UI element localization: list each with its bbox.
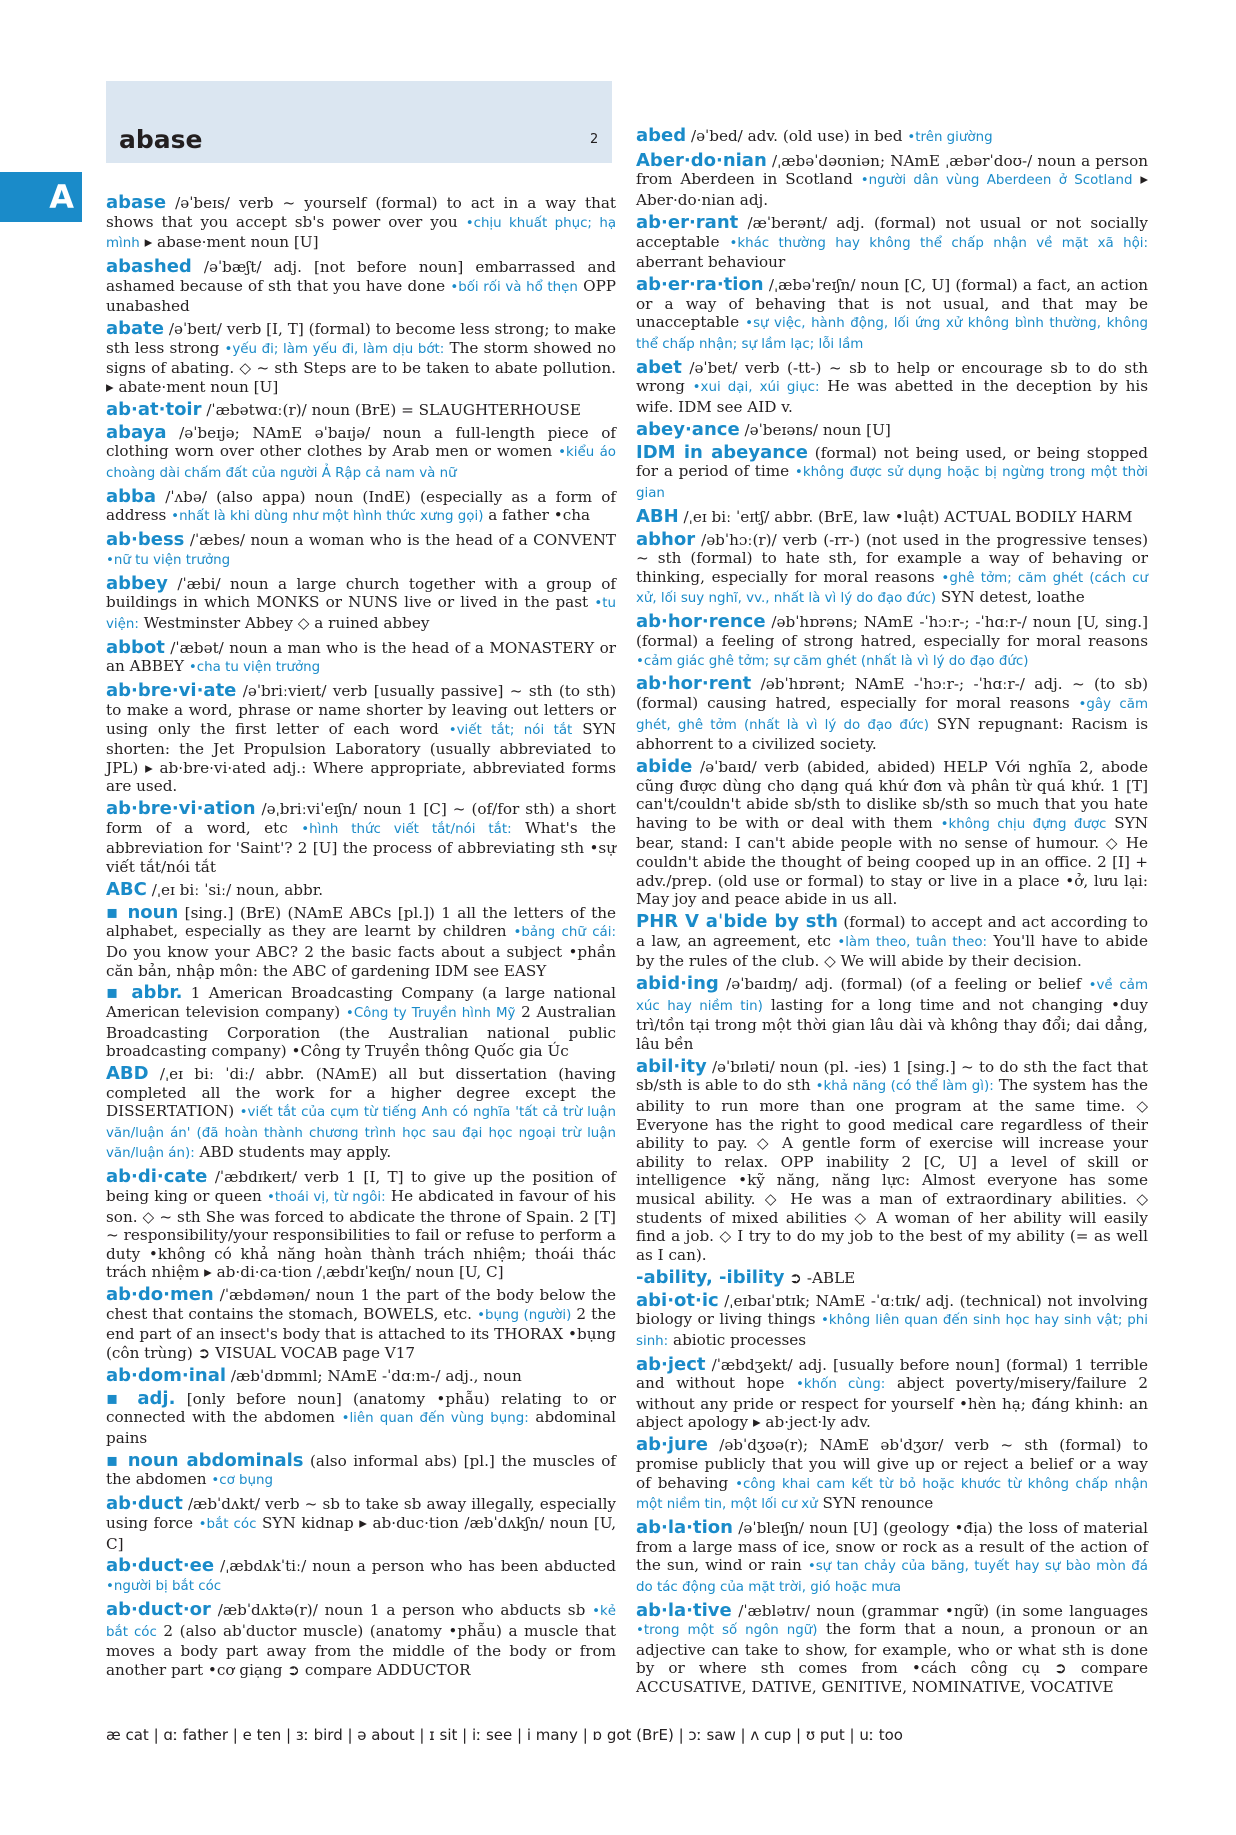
entry-continuation: SYN kidnap ▸ ab·duc·tion /æbˈdʌkʃn/ noun [U, C]: [106, 1513, 617, 1553]
entry-headword: PHR V aˈbide by sth: [636, 911, 838, 933]
entry-headword: ab·bre·vi·ation: [106, 798, 256, 820]
entry-headword: ab·duct: [106, 1493, 183, 1515]
entry-continuation: Westminster Abbey ◇ a ruined abbey: [143, 613, 430, 632]
entry-definition: /ˌæbəˈdəʊniən; NAmE ˌæbərˈdoʊ-/ noun a person from Aberdeen in Scotland: [636, 151, 1148, 189]
entry-headword: ab·jure: [636, 1434, 708, 1456]
entry-headword: abba: [106, 485, 157, 507]
entry-definition: /ˈæbes/ noun a woman who is the head of a CONVENT: [189, 531, 617, 550]
dictionary-entry: [106, 984, 616, 1060]
dictionary-entry: [636, 505, 1148, 527]
entry-definition: /əˈbæʃt/ adj. [not before noun] embarrassed and ashamed because of sth that you have done: [106, 258, 617, 295]
entry-continuation: SYN shorten: the Jet Propulsion Laboratory (usually abbreviated to JPL) ▸ ab·bre·vi·ated adj.: Where appropriate, abbreviated forms are used.: [106, 719, 616, 796]
entry-headword: abate: [106, 318, 164, 340]
entry-definition: ➲ -ABLE: [789, 1268, 856, 1287]
dictionary-entry: [636, 528, 1148, 609]
left-column: [106, 194, 616, 1684]
entry-definition: /ˌæbəˈreɪʃn/ noun [C, U] (formal) a fact, an action or a way of behaving that is not usual, and that may be unacceptable: [636, 276, 1149, 332]
entry-headword: ab·duct·or: [106, 1598, 211, 1620]
entry-headword: ab·bre·vi·ate: [106, 680, 237, 702]
entry-definition: /ˈæbi/ noun a large church together with a group of buildings in which MONKS or NUNS live or lived in the past: [106, 574, 617, 612]
entry-headword: abet: [636, 356, 682, 378]
entry-definition: /æbˈdʌktə(r)/ noun 1 a person who abducts sb: [217, 1600, 586, 1619]
entry-headword: abhor: [636, 528, 696, 550]
dictionary-entry: [106, 1168, 616, 1282]
entry-continuation: OPP unabashed: [106, 276, 617, 316]
entry-headword: ▪ adj.: [106, 1387, 176, 1409]
entry-continuation: 2 (also abˈductor muscle) (anatomy •phẫu) a muscle that moves a body part away from the middle of the body or from another part •cơ giạng ➲ compare ADDUCTOR: [106, 1621, 616, 1679]
entry-translation: •viết tắt của cụm từ tiếng Anh có nghĩa 'tất cả trừ luận văn/luận án' (đã hoàn thành chương trình học sau đại học ngoại trừ luận văn/luận án):: [106, 1105, 616, 1162]
entry-translation: •yếu đi; làm yếu đi, làm dịu bớt:: [224, 341, 445, 357]
entry-continuation: a father •cha: [488, 506, 591, 525]
entry-continuation: abdominal pains: [106, 1408, 616, 1447]
entry-definition: /əˈbɪləti/ noun (pl. -ies) 1 [sing.] ~ to do sth the fact that sb/sth is able to do sth: [636, 1057, 1148, 1095]
entry-continuation: The storm showed no signs of abating. ◇ ~ sth Steps are to be taken to abate pollution. ▸ abate·ment noun [U]: [106, 338, 616, 396]
entry-headword: -ability, -ibility: [636, 1266, 785, 1288]
dictionary-entry: [106, 1364, 616, 1386]
entry-translation: •sự việc, hành động, lối ứng xử không bình thường, không thể chấp nhận; sự lầm lạc; lỗi lầm: [636, 316, 1149, 352]
entry-continuation: ▸ Aber·do·nian adj.: [636, 170, 1149, 210]
dictionary-entry: [106, 901, 616, 980]
dictionary-entry: [636, 1055, 1148, 1265]
dictionary-entry: [636, 913, 1148, 971]
entry-translation: •kiểu áo choàng dài chấm đất của người Ả Rập cả nam và nữ: [106, 445, 616, 481]
entry-definition: /əˈbriːvieɪt/ verb [usually passive] ~ sth (to sth) to make a word, phrase or name shorter by leaving out letters or using only the first letter of each word: [106, 682, 617, 738]
entry-translation: •hình thức viết tắt/nói tắt:: [301, 821, 512, 837]
entry-definition: /əˈbeɪt/ verb [I, T] (formal) to become less strong; to make sth less strong: [106, 320, 617, 357]
entry-headword: abaya: [106, 421, 167, 443]
guide-word: abase: [119, 125, 203, 154]
dictionary-entry: [106, 258, 616, 316]
dictionary-entry: [106, 398, 616, 420]
dictionary-entry: [106, 421, 616, 484]
entry-definition: /əˈbaɪd/ verb (abided, abided) HELP Với nghĩa 2, abode cũng được dùng cho dạng quá khứ đơn và phân từ quá khứ. 1 [T] can't/couldn't abide sb/sth to dislike sb/sth so much that you hate having to be with or deal with them: [636, 758, 1148, 832]
dictionary-entry: [106, 1449, 616, 1491]
entry-definition: (formal) to accept and act according to a law, an agreement, etc: [636, 913, 1148, 950]
dictionary-entry: [636, 441, 1149, 504]
dictionary-entry: [636, 211, 1149, 272]
entry-headword: abbey: [106, 572, 168, 594]
entry-definition: /æbˈdɒmɪnl; NAmE -ˈdɑːm-/ adj., noun: [230, 1366, 522, 1385]
dictionary-entry: [106, 1557, 616, 1596]
entry-definition: /ˌæbdʌkˈtiː/ noun a person who has been abducted: [220, 1557, 616, 1576]
entry-headword: abil·ity: [636, 1055, 707, 1077]
entry-definition: /əˈbaɪdɪŋ/ adj. (formal) (of a feeling or belief: [726, 975, 1082, 994]
entry-definition: /ˌeɪ biː ˈsiː/ noun, abbr.: [151, 880, 324, 899]
dictionary-entry: [636, 975, 1148, 1053]
dictionary-entry: [636, 1353, 1149, 1432]
entry-headword: abed: [636, 125, 687, 146]
entry-definition: /ˈæbətwɑː(r)/ noun (BrE) = SLAUGHTERHOUSE: [206, 400, 581, 419]
entry-headword: abashed: [106, 256, 192, 278]
entry-translation: •khác thường hay không thể chấp nhận về mặt xã hội:: [729, 235, 1148, 251]
dictionary-entry: [106, 572, 617, 635]
entry-definition: /əˈbeɪəns/ noun [U]: [744, 420, 891, 439]
entry-continuation: He abdicated in favour of his son. ◇ ~ sth She was forced to abdicate the throne of Spain. 2 [T] ~ responsibility/your responsibilities to fail or refuse to perform a duty •không có khả năng hoàn thành trách nhiệm; thoái thác trách nhiệm ▸ ab·di·ca·tion /ˌæbdɪˈkeɪʃn/ noun [U, C]: [106, 1186, 616, 1282]
entry-translation: •chịu khuất phục; hạ mình: [106, 215, 617, 252]
entry-headword: ▪ noun abdominals: [106, 1449, 304, 1471]
entry-continuation: He was abetted in the deception by his wife. IDM see AID v.: [636, 377, 1148, 416]
entry-continuation: SYN renounce: [822, 1494, 934, 1513]
entry-translation: •kẻ bắt cóc: [106, 1603, 616, 1640]
entry-continuation: You'll have to abide by the rules of the club. ◇ We will abide by their decision.: [636, 931, 1148, 971]
entry-headword: ab·at·toir: [106, 398, 202, 420]
entry-continuation: The system has the ability to run more than one program at the same time. ◇ Everyone has the right to good medical care regardless of their ability to pay. ◇ A gentle form of exercise will increase your ability to relax. OPP inability 2 [C, U] a level of skill or intelligence •kỹ năng, năng lực: Almost everyone has some musical ability. ◇ He was a man of extraordinary abilities. ◇ students of mixed abilities ◇ A woman of her ability will easily find a job. ◇ I try to do my job to the best of my ability (= as well as I can).: [636, 1076, 1148, 1264]
entry-continuation: abiotic processes: [673, 1330, 807, 1349]
entry-headword: ab·la·tion: [636, 1517, 733, 1539]
dictionary-entry: [636, 613, 1148, 671]
entry-definition: /əbˈhɔː(r)/ verb (-rr-) (not used in the progressive tenses) ~ sth (formal) to hate sth, for example a way of behaving or thinking, especially for moral reasons: [636, 530, 1148, 586]
entry-continuation: What's the abbreviation for 'Saint'? 2 [U] the process of abbreviating sth •sự viết tắt/nói tắt: [106, 818, 617, 876]
dictionary-entry: [106, 1598, 616, 1679]
entry-headword: ABD: [106, 1063, 149, 1085]
entry-headword: ABH: [636, 505, 679, 527]
entry-definition: /əˈbet/ verb (-tt-) ~ sb to help or encourage sb to do sth wrong: [636, 358, 1148, 396]
entry-definition: /əbˈhɒrənt; NAmE -ˈhɔːr-; -ˈhɑːr-/ adj. ~ (to sb) (formal) causing hatred, especially for moral reasons: [636, 675, 1149, 712]
entry-definition: 1 American Broadcasting Company (a large national American television company): [106, 984, 617, 1022]
entry-headword: ab·la·tive: [636, 1599, 732, 1621]
entry-translation: •không được sử dụng hoặc bị ngừng trong một thời gian: [636, 465, 1149, 501]
entry-headword: ab·do·men: [106, 1284, 214, 1306]
entry-continuation: SYN repugnant: Racism is abhorrent to a civilized society.: [636, 714, 1149, 754]
entry-translation: •cảm giác ghê tởm; sự căm ghét (nhất là vì lý do đạo đức): [636, 653, 1029, 669]
right-column: [636, 127, 1148, 1701]
entry-definition: /æbˈdʌkt/ verb ~ sb to take sb away illegally, especially using force: [106, 1495, 617, 1532]
entry-headword: abbot: [106, 636, 165, 658]
dictionary-entry: [106, 194, 616, 254]
dictionary-entry: [636, 1289, 1149, 1352]
entry-continuation: aberrant behaviour: [636, 253, 786, 272]
entry-definition: (formal) not being used, or being stopped for a period of time: [636, 443, 1148, 481]
entry-translation: •ghê tởm; căm ghét (cách cư xử, lối suy nghĩ, vv., nhất là vì lý do đạo đức): [636, 570, 1148, 607]
entry-headword: ▪ abbr.: [106, 982, 183, 1004]
entry-definition: /ˈʌbə/ (also appa) noun (IndE) (especially as a form of address: [106, 487, 616, 525]
entry-translation: •bụng (người): [477, 1307, 572, 1323]
entry-translation: •nữ tu viện trưởng: [106, 552, 231, 568]
dictionary-entry: [106, 878, 616, 900]
dictionary-entry: [106, 636, 617, 678]
entry-headword: ab·di·cate: [106, 1166, 208, 1188]
entry-translation: •về cảm xúc hay niềm tin): [636, 978, 1149, 1014]
entry-translation: •bối rối và hổ thẹn: [450, 279, 578, 295]
entry-definition: /æˈberənt/ adj. (formal) not usual or not socially acceptable: [636, 213, 1149, 251]
entry-continuation: ABD students may apply.: [199, 1143, 392, 1162]
entry-translation: •khả năng (có thể làm gì):: [815, 1079, 994, 1095]
entry-continuation: SYN bear, stand: I can't abide people with no sense of humour. ◇ He couldn't abide the thought of being cooped up in an office. 2 [I] + adv./prep. (old use or formal) to stay or live in a place •ở, lưu lại: May joy and peace abide in us all.: [636, 813, 1149, 909]
entry-headword: Aber·do·nian: [636, 149, 767, 171]
dictionary-entry: [636, 276, 1148, 354]
dictionary-entry: [106, 485, 616, 527]
entry-headword: abase: [106, 192, 167, 213]
entry-translation: •trong một số ngôn ngữ): [636, 1623, 818, 1639]
entry-headword: ab·hor·rence: [636, 611, 766, 633]
entry-translation: •khốn cùng:: [796, 1377, 886, 1393]
entry-continuation: lasting for a long time and not changing •duy trì/tồn tại trong một thời gian lâu dài và không thay đổi; dai dẳng, lâu bền: [636, 995, 1149, 1053]
entry-headword: ab·ject: [636, 1353, 706, 1375]
dictionary-entry: [106, 800, 616, 876]
entry-definition: /əbˈhɒrəns; NAmE -ˈhɔːr-; -ˈhɑːr-/ noun [U, sing.] (formal) a feeling of strong hatred, especially for moral reasons: [636, 613, 1149, 650]
pronunciation-key: æ cat | ɑː father | e ten | ɜː bird | ə about | ɪ sit | iː see | i many | ɒ got (BrE) | ɔː saw | ʌ cup | ʊ put | uː too: [106, 1726, 903, 1744]
dictionary-entry: [636, 1599, 1149, 1697]
entry-continuation: SYN detest, loathe: [940, 588, 1085, 607]
entry-translation: •không chịu đựng được: [940, 816, 1107, 832]
entry-translation: •viết tắt; nói tắt: [448, 722, 573, 738]
dictionary-entry: [106, 1286, 616, 1362]
entry-translation: •nhất là khi dùng như một hình thức xưng gọi): [171, 509, 484, 525]
dictionary-entry: [636, 675, 1148, 753]
entry-definition: /ˈæbdʒekt/ adj. [usually before noun] (formal) 1 terrible and without hope: [636, 1355, 1148, 1393]
entry-definition: /əˈbeɪs/ verb ~ yourself (formal) to act in a way that shows that you accept sb's power over you: [106, 194, 617, 231]
entry-definition: /ˌeɪ biː ˈdiː/ abbr. (NAmE) all but dissertation (having completed all the work for a higher degree except the DISSERTATION): [106, 1065, 616, 1121]
entry-translation: •tu viện:: [106, 596, 616, 632]
dictionary-entry: [636, 1436, 1148, 1514]
dictionary-entry: [106, 531, 616, 570]
entry-definition: /əˈbleɪʃn/ noun [U] (geology •địa) the loss of material from a large mass of ice, snow or rock as a result of the action of the sun, wind or rain: [636, 1519, 1149, 1575]
entry-definition: /ˈæbət/ noun a man who is the head of a MONASTERY or an ABBEY: [106, 638, 617, 676]
entry-translation: •thoái vị, từ ngôi:: [267, 1189, 386, 1205]
entry-continuation: 2 the end part of an insect's body that is attached to its THORAX •bụng (côn trùng) ➲ VISUAL VOCAB page V17: [106, 1304, 617, 1362]
entry-definition: /ˌeɪ biː ˈeɪtʃ/ abbr. (BrE, law •luật) ACTUAL BODILY HARM: [683, 507, 1133, 526]
dictionary-entry: [636, 1519, 1148, 1597]
entry-translation: •cơ bụng: [211, 1473, 274, 1489]
entry-translation: •sự tan chảy của băng, tuyết hay sự bào mòn đá do tác động của mặt trời, gió hoặc mưa: [636, 1559, 1148, 1595]
entry-headword: ab·hor·rent: [636, 673, 752, 695]
entry-definition: /ˈæblətɪv/ noun (grammar •ngữ) (in some languages: [738, 1601, 1149, 1620]
entry-definition: [sing.] (BrE) (NAmE ABCs [pl.]) 1 all the letters of the alphabet, especially as they are learnt by children: [106, 903, 616, 941]
entry-definition: /ˌeɪbaɪˈɒtɪk; NAmE -ˈɑːtɪk/ adj. (technical) not involving biology or living things: [636, 1291, 1149, 1329]
entry-translation: •liên quan đến vùng bụng:: [341, 1411, 529, 1427]
entry-headword: ab·dom·inal: [106, 1364, 227, 1386]
entry-translation: •công khai cam kết từ bỏ hoặc khước từ không chấp nhận một niềm tin, một lối cư xử: [636, 1476, 1149, 1513]
entry-translation: •bắt cóc: [198, 1516, 257, 1532]
entry-translation: •làm theo, tuân theo:: [837, 934, 988, 950]
dictionary-entry: [636, 127, 1148, 148]
entry-headword: IDM in abeyance: [636, 441, 808, 463]
entry-headword: abid·ing: [636, 973, 719, 995]
entry-translation: •xui dại, xúi giục:: [692, 380, 820, 396]
dictionary-entry: [106, 682, 616, 796]
entry-definition: [only before noun] (anatomy •phẫu) relating to or connected with the abdomen: [106, 1389, 616, 1427]
entry-translation: •bảng chữ cái:: [513, 925, 616, 941]
entry-definition: /əbˈdʒʊə(r); NAmE əbˈdʒʊr/ verb ~ sth (formal) to promise publicly that you will give up or reject a belief or a way of behaving: [636, 1436, 1148, 1492]
dictionary-entry: [636, 149, 1149, 210]
dictionary-entry: [636, 1266, 1148, 1288]
dictionary-entry: [636, 418, 1148, 440]
entry-headword: abey·ance: [636, 418, 740, 440]
dictionary-entry: [106, 1495, 616, 1553]
dictionary-entry: [636, 758, 1148, 909]
entry-translation: •không liên quan đến sinh học hay sinh vật; phi sinh:: [636, 1313, 1149, 1349]
entry-headword: ab·er·rant: [636, 211, 739, 233]
entry-headword: ab·er·ra·tion: [636, 274, 764, 296]
page-number: 2: [590, 132, 599, 147]
entry-continuation: abject poverty/misery/failure 2 without any pride or respect for yourself •hèn hạ; đáng khinh: an abject apology ▸ ab·ject·ly adv.: [636, 1374, 1149, 1432]
dictionary-entry: [106, 1065, 616, 1164]
dictionary-entry: [106, 1387, 616, 1448]
entry-translation: •trên giường: [907, 130, 993, 145]
entry-definition: /əˌbriːviˈeɪʃn/ noun 1 [C] ~ (of/for sth) a short form of a word, etc: [106, 800, 616, 837]
entry-continuation: ▸ abase·ment noun [U]: [144, 233, 319, 252]
entry-definition: /ˈæbdəmən/ noun 1 the part of the body below the chest that contains the stomach, BOWELS, etc.: [106, 1286, 617, 1323]
entry-headword: ab·duct·ee: [106, 1555, 215, 1577]
entry-continuation: the form that a noun, a pronoun or an adjective can take to show, for example, who or what sth is done by or where sth comes from •cách công cụ ➲ compare ACCUSATIVE, DATIVE, GENITIVE, NOMINATIVE, VOCATIVE: [636, 1620, 1148, 1697]
entry-headword: ABC: [106, 878, 147, 900]
entry-translation: •người dân vùng Aberdeen ở Scotland: [860, 173, 1133, 189]
entry-definition: /ˈæbdɪkeɪt/ verb 1 [I, T] to give up the position of being king or queen: [106, 1168, 617, 1205]
entry-translation: •người bị bắt cóc: [106, 1579, 222, 1595]
entry-definition: /əˈbeɪjə; NAmE əˈbaɪjə/ noun a full-length piece of clothing worn over other clothes by Arab men or women: [106, 423, 616, 461]
entry-headword: abi·ot·ic: [636, 1289, 719, 1311]
dictionary-entry: [636, 356, 1148, 417]
entry-translation: •cha tu viện trưởng: [188, 660, 321, 676]
entry-definition: /əˈbed/ adv. (old use) in bed: [690, 127, 903, 145]
entry-continuation: 2 Australian Broadcasting Corporation (the Australian national public broadcasting company) •Công ty Truyền thông Quốc gia Úc: [106, 1003, 617, 1061]
entry-translation: •gây căm ghét, ghê tởm (nhất là vì lý do đạo đức): [636, 697, 1148, 733]
entry-definition: (also informal abs) [pl.] the muscles of the abdomen: [106, 1451, 616, 1489]
entry-translation: •Công ty Truyền hình Mỹ: [345, 1006, 516, 1022]
entry-headword: abide: [636, 756, 693, 778]
entry-headword: ▪ noun: [106, 901, 179, 923]
letter-tab: A: [0, 172, 82, 222]
entry-continuation: Do you know your ABC? 2 the basic facts about a subject •phần căn bản, nhập môn: the ABC of gardening IDM see EASY: [106, 942, 616, 980]
entry-headword: ab·bess: [106, 529, 185, 551]
dictionary-entry: [106, 320, 616, 396]
